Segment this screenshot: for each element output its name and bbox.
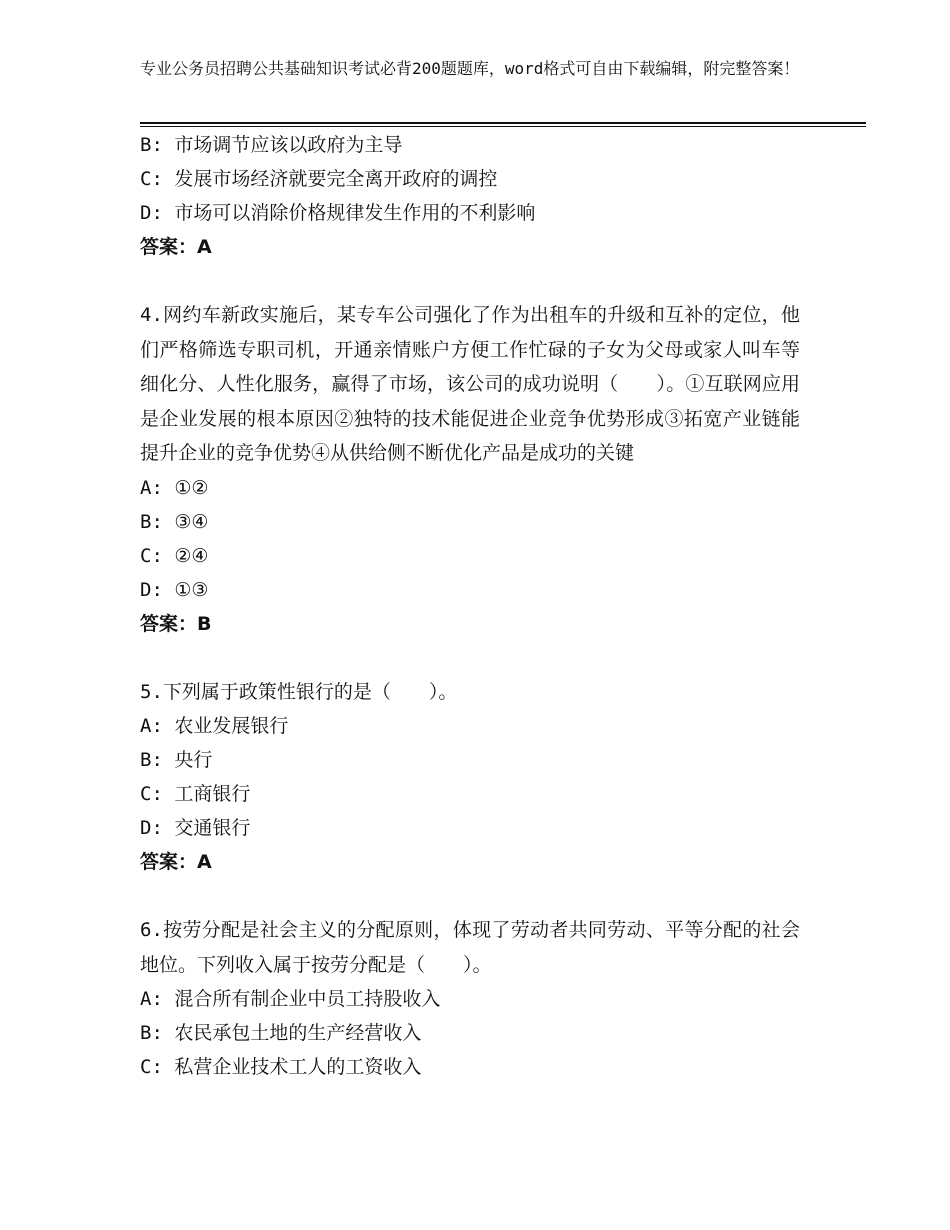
document-body <box>140 128 800 1084</box>
option-b: B: 央行 <box>140 749 213 771</box>
question-3-tail <box>140 128 800 264</box>
option-a: A: 混合所有制企业中员工持股收入 <box>140 988 441 1010</box>
question-stem: 5.下列属于政策性银行的是（ ）。 <box>140 680 458 703</box>
option-b: B: ③④ <box>140 510 209 533</box>
question-stem: 4.网约车新政实施后，某专车公司强化了作为出租车的升级和互补的定位，他们严格筛选专职司机，开通亲情账户方便工作忙碌的子女为父母或家人叫车等细化分、人性化服务，赢得了市场，该公司的成功说明（ ）。①互联网应用是企业发展的根本原因②独特的技术能促进企业竞争优势形成③拓宽产业链能提升企业的竞争优势④从供给侧不断优化产品是成功的关键 <box>140 304 800 464</box>
option-d: D: ①③ <box>140 578 209 601</box>
header-rule-thick <box>140 122 866 124</box>
question-4 <box>140 298 800 641</box>
option-c: C: 私营企业技术工人的工资收入 <box>140 1056 422 1078</box>
document-header: 专业公务员招聘公共基础知识考试必背200题题库，word格式可自由下载编辑，附完整答案！ <box>140 59 800 78</box>
answer: 答案：A <box>140 851 212 873</box>
option-c: C: 工商银行 <box>140 783 251 805</box>
option-a: A: 农业发展银行 <box>140 715 289 737</box>
answer: 答案：A <box>140 236 212 258</box>
option-d: D: 市场可以消除价格规律发生作用的不利影响 <box>140 202 536 224</box>
question-6 <box>140 913 800 1084</box>
question-stem: 6.按劳分配是社会主义的分配原则，体现了劳动者共同劳动、平等分配的社会地位。下列收入属于按劳分配是（ ）。 <box>140 919 800 976</box>
option-c: C: ②④ <box>140 544 209 567</box>
option-b: B: 市场调节应该以政府为主导 <box>140 134 403 156</box>
answer: 答案：B <box>140 612 212 635</box>
option-c: C: 发展市场经济就要完全离开政府的调控 <box>140 168 498 190</box>
option-d: D: 交通银行 <box>140 817 251 839</box>
option-a: A: ①② <box>140 476 209 499</box>
header-rule-thin <box>140 126 866 127</box>
option-b: B: 农民承包土地的生产经营收入 <box>140 1022 422 1044</box>
question-5 <box>140 675 800 880</box>
